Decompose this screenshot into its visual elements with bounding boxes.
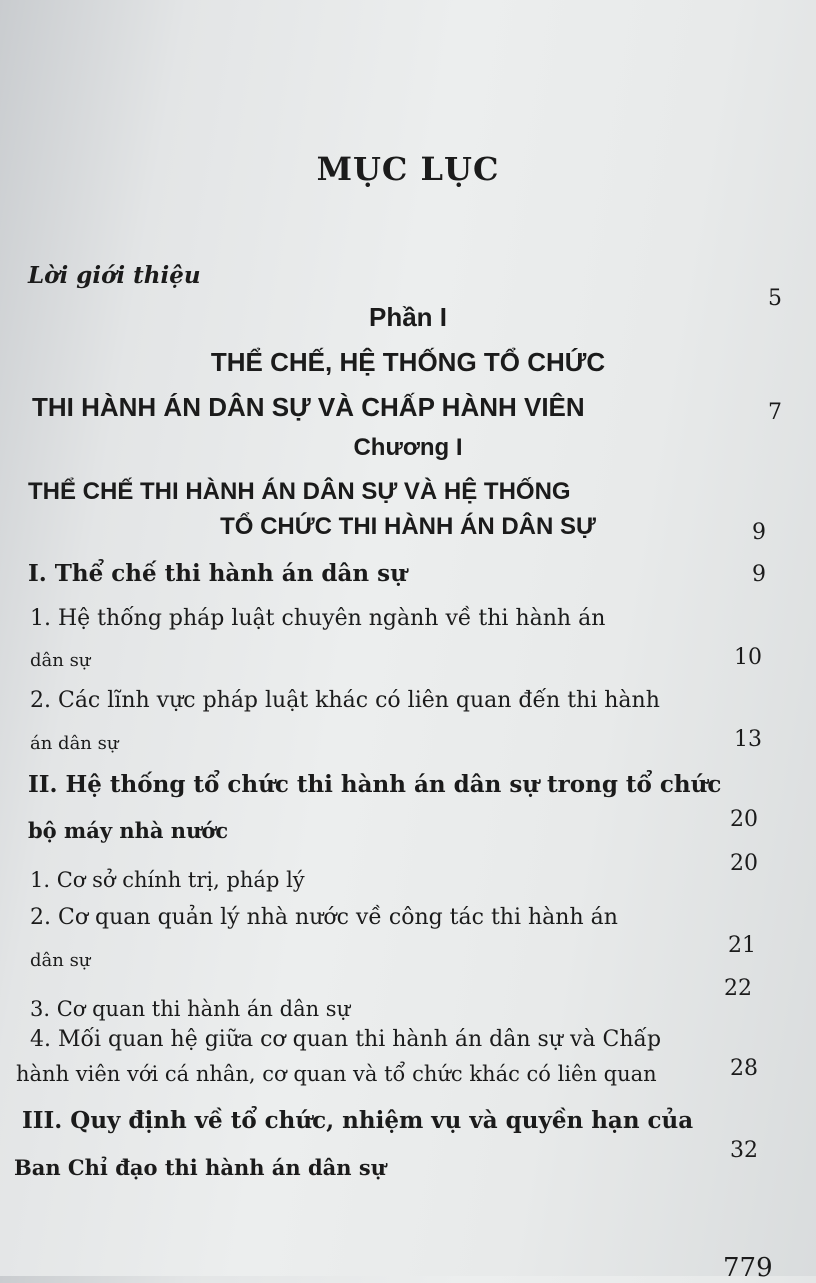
section-2-heading-line2: bộ máy nhà nước	[28, 818, 229, 843]
section-1-item-1-line1: 1. Hệ thống pháp luật chuyên ngành về thi hành án	[30, 606, 606, 631]
section-1-page: 9	[752, 562, 766, 587]
section-3-heading-line1: III. Quy định về tổ chức, nhiệm vụ và quyền hạn của	[22, 1107, 694, 1134]
section-3-page: 32	[730, 1138, 758, 1163]
section-1-item-2-page: 13	[734, 727, 762, 752]
section-1-item-1-page: 10	[734, 645, 762, 670]
intro-entry-label: Lời giới thiệu	[28, 262, 201, 289]
section-2-heading-line1: II. Hệ thống tổ chức thi hành án dân sự trong tổ chức	[28, 771, 722, 798]
section-2-item-1-page: 20	[730, 851, 758, 876]
chapter-title-line1: THỂ CHẾ THI HÀNH ÁN DÂN SỰ VÀ HỆ THỐNG	[28, 478, 571, 505]
section-1-heading: I. Thể chế thi hành án dân sự	[28, 560, 407, 587]
intro-entry-page: 5	[768, 286, 782, 311]
section-2-item-3-line1: 3. Cơ quan thi hành án dân sự	[30, 997, 351, 1021]
section-3-heading-line2: Ban Chỉ đạo thi hành án dân sự	[14, 1155, 386, 1180]
section-2-item-2-line1: 2. Cơ quan quản lý nhà nước về công tác thi hành án	[30, 905, 618, 930]
part-label: Phần I	[368, 302, 447, 332]
chapter-page: 9	[752, 520, 766, 545]
section-2-item-4-line2: hành viên với cá nhân, cơ quan và tổ chức khác có liên quan	[16, 1062, 657, 1086]
section-1-item-2-line1: 2. Các lĩnh vực pháp luật khác có liên quan đến thi hành	[30, 688, 660, 713]
section-2-item-3-page: 22	[724, 976, 752, 1001]
section-2-item-4-line1: 4. Mối quan hệ giữa cơ quan thi hành án dân sự và Chấp	[30, 1027, 662, 1052]
section-2-page: 20	[730, 807, 758, 832]
section-2-item-1-line1: 1. Cơ sở chính trị, pháp lý	[30, 868, 305, 892]
section-1-item-2-line2: án dân sự	[30, 733, 119, 754]
part-title-line1: THỂ CHẾ, HỆ THỐNG TỔ CHỨC	[210, 347, 606, 377]
toc-title: MỤC LỤC	[316, 150, 500, 188]
chapter-title-line2: TỔ CHỨC THI HÀNH ÁN DÂN SỰ	[220, 513, 596, 540]
section-2-item-2-page: 21	[728, 933, 756, 958]
section-2-item-4-page: 28	[730, 1056, 758, 1081]
page-number: 779	[723, 1253, 773, 1283]
part-page: 7	[768, 400, 782, 425]
chapter-label: Chương I	[353, 434, 463, 461]
section-1-item-1-line2: dân sự	[30, 650, 91, 671]
part-title-line2: THI HÀNH ÁN DÂN SỰ VÀ CHẤP HÀNH VIÊN	[32, 392, 585, 422]
section-2-item-2-line2: dân sự	[30, 950, 91, 971]
